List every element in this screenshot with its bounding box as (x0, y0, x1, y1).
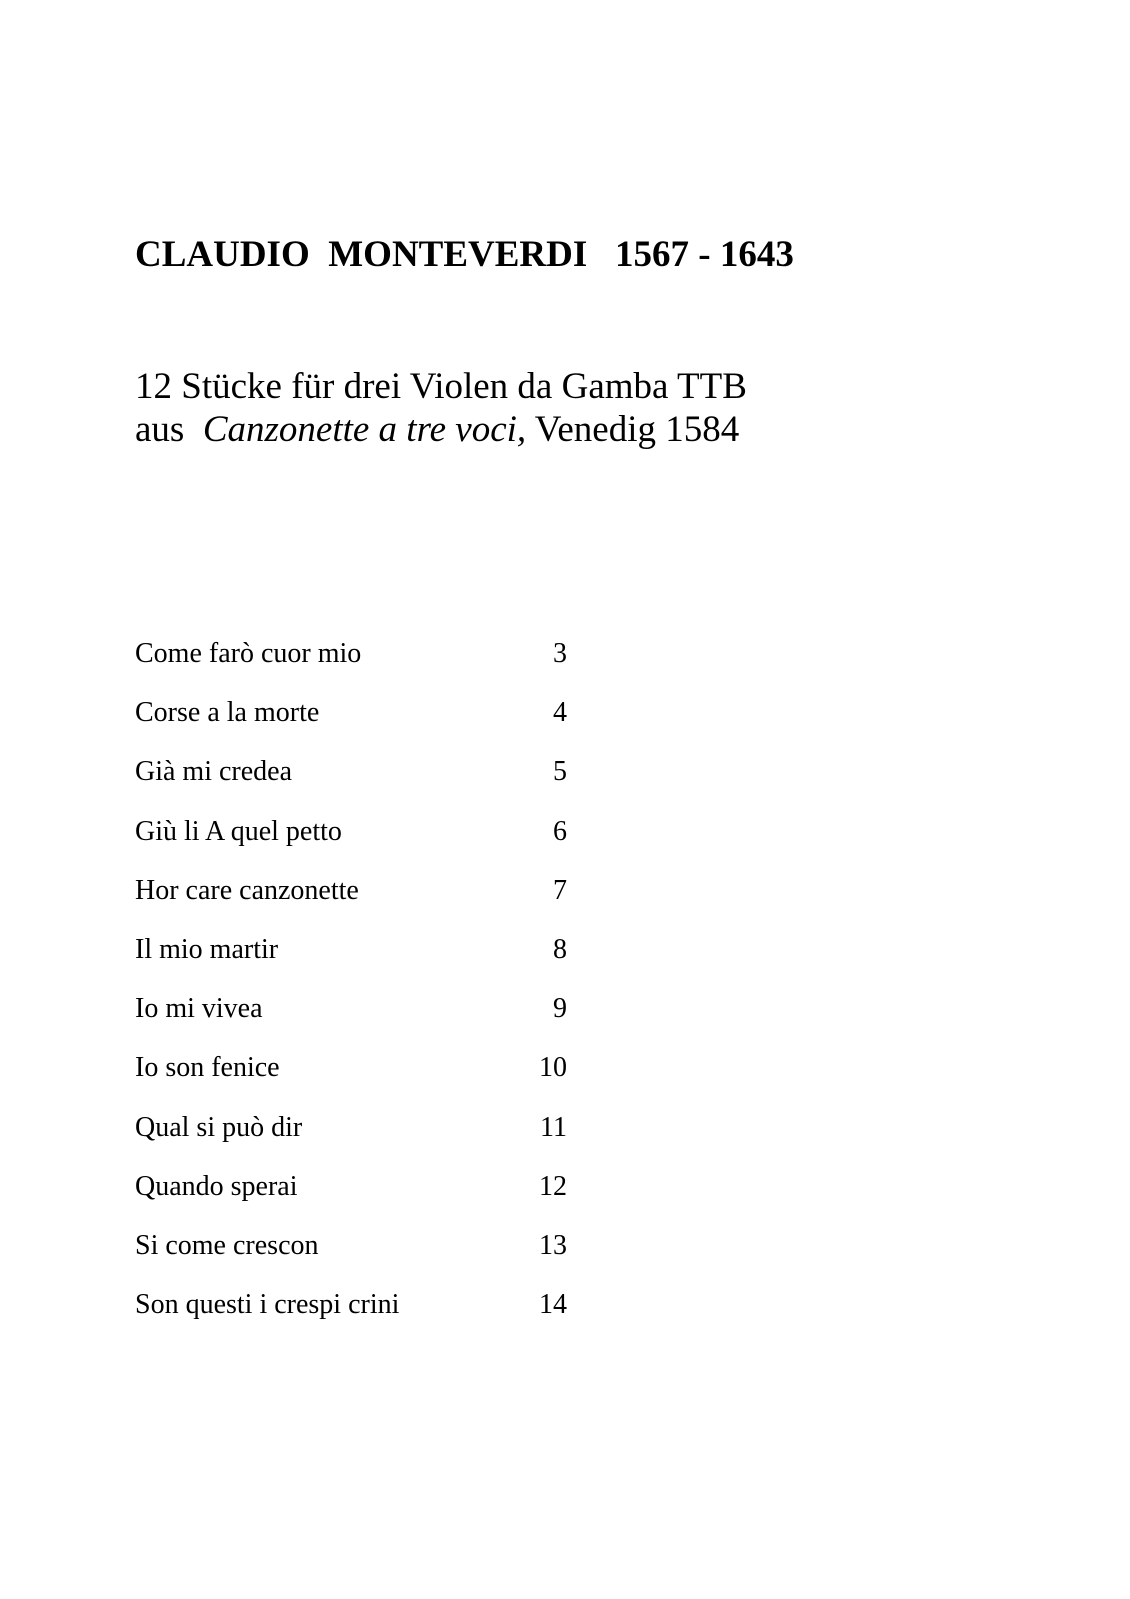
toc-entry (135, 1111, 575, 1173)
toc-entry-title: Quando sperai (135, 1170, 298, 1202)
toc-entry-title: Son questi i crespi crini (135, 1289, 400, 1321)
toc-entry (135, 1291, 575, 1350)
toc-entry-page: 10 (539, 1052, 567, 1084)
toc-entry (135, 1170, 575, 1232)
toc-entry-page: 14 (539, 1289, 567, 1321)
toc-entry (135, 699, 575, 758)
composer-heading: CLAUDIO MONTEVERDI 1567 - 1643 (135, 234, 794, 275)
toc-entry-page: 8 (553, 933, 567, 965)
subtitle-line-2 (135, 411, 739, 448)
toc-entry (135, 933, 575, 995)
toc-entry (135, 995, 575, 1054)
subtitle-line-1: 12 Stücke für drei Violen da Gamba TTB (135, 366, 747, 407)
toc-entry-title: Già mi credea (135, 756, 293, 788)
toc-entry-page: 9 (553, 993, 567, 1025)
toc-entry-title: Io mi vivea (135, 993, 263, 1025)
toc-entry-page: 3 (553, 638, 567, 669)
toc-entry-page: 13 (539, 1229, 567, 1261)
table-of-contents (135, 640, 575, 1350)
toc-entry-page: 12 (539, 1170, 567, 1202)
toc-entry-title: Hor care canzonette (135, 874, 359, 906)
toc-entry-title: Giù li A quel petto (135, 815, 342, 847)
work-title: Canzonette a tre voci, (202, 409, 527, 450)
toc-entry-title: Corse a la morte (135, 697, 320, 729)
toc-entry-page: 5 (553, 756, 567, 788)
toc-entry (135, 1054, 575, 1113)
toc-entry-title: Come farò cuor mio (135, 638, 362, 669)
toc-entry (135, 758, 575, 817)
toc-entry-page: 6 (553, 815, 567, 847)
toc-entry (135, 640, 575, 699)
subtitle-prefix: aus (135, 409, 203, 450)
toc-entry-title: Io son fenice (135, 1052, 280, 1084)
toc-entry (135, 1229, 575, 1291)
toc-entry-title: Qual si può dir (135, 1111, 303, 1143)
toc-entry (135, 815, 575, 877)
toc-entry-page: 4 (553, 697, 567, 729)
toc-entry-title: Il mio martir (135, 933, 279, 965)
toc-entry-page: 7 (553, 874, 567, 906)
toc-entry-page: 11 (540, 1111, 567, 1143)
toc-entry (135, 874, 575, 936)
subtitle-suffix: Venedig 1584 (526, 409, 740, 450)
toc-entry-title: Si come crescon (135, 1229, 319, 1261)
